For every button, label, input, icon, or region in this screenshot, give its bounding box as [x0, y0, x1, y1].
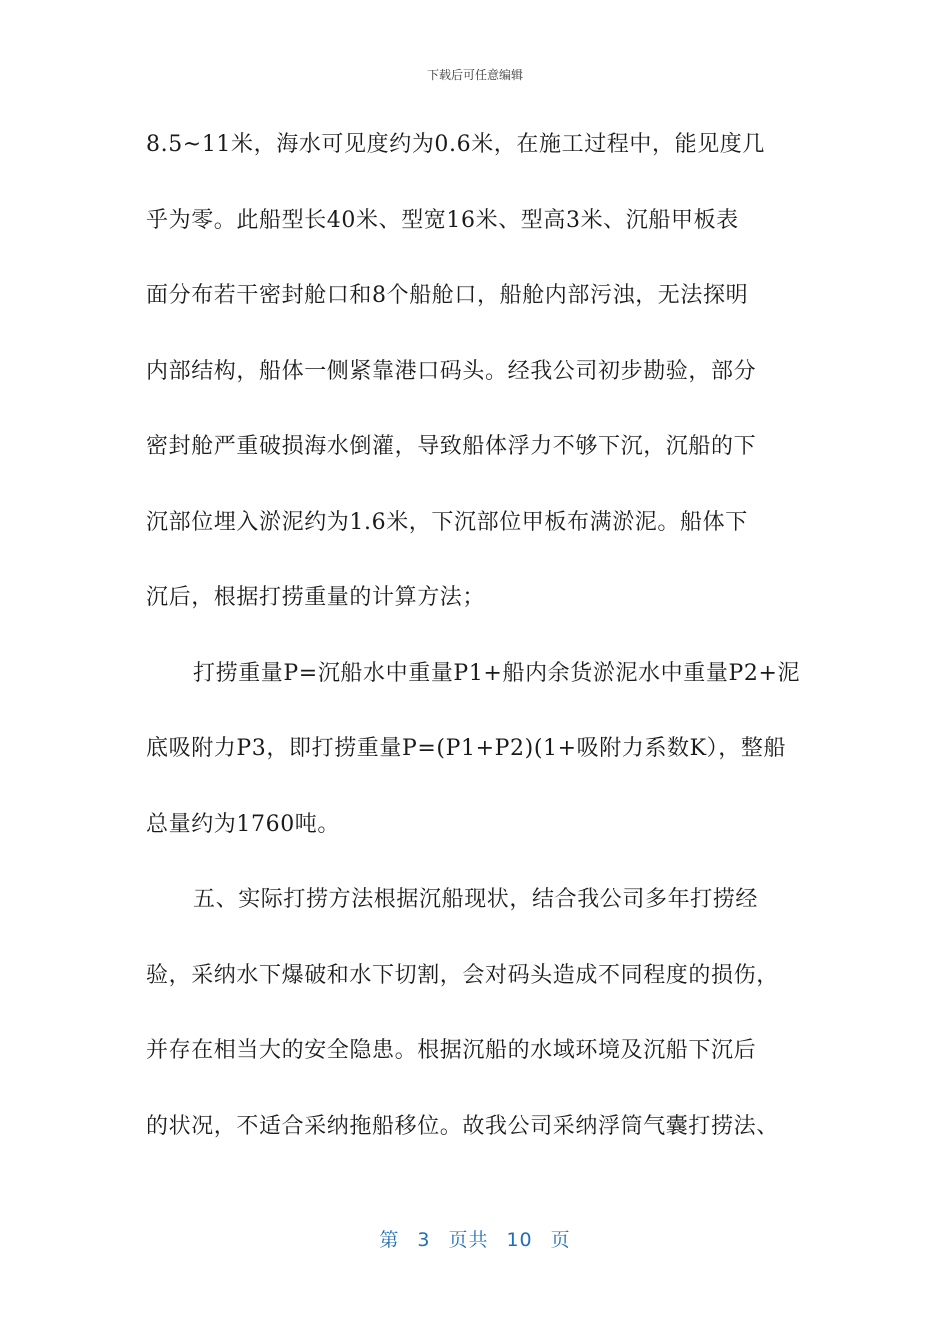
total-pages-number: 10	[506, 1229, 533, 1251]
body-line: 8.5~11米，海水可见度约为0.6米，在施工过程中，能见度几	[146, 132, 766, 157]
paragraph-first-line: 五、实际打捞方法根据沉船现状，结合我公司多年打捞经	[193, 887, 759, 912]
body-line: 并存在相当大的安全隐患。根据沉船的水域环境及沉船下沉后	[146, 1038, 757, 1063]
footer-middle: 页共	[448, 1229, 489, 1251]
page-footer	[0, 1225, 950, 1252]
body-line: 面分布若干密封舱口和8个船舱口，船舱内部污浊，无法探明	[146, 283, 749, 308]
paragraph-first-line: 打捞重量P=沉船水中重量P1+船内余货淤泥水中重量P2+泥	[193, 660, 801, 686]
current-page-number: 3	[417, 1229, 431, 1251]
body-line: 验，采纳水下爆破和水下切割，会对码头造成不同程度的损伤，	[146, 962, 779, 988]
body-line: 内部结构，船体一侧紧靠港口码头。经我公司初步勘验，部分	[146, 358, 757, 384]
body-line: 总量约为1760吨。	[146, 811, 340, 837]
body-line: 的状况，不适合采纳拖船移位。故我公司采纳浮筒气囊打捞法、	[146, 1113, 779, 1139]
body-line: 沉部位埋入淤泥约为1.6米，下沉部位甲板布满淤泥。船体下	[146, 509, 748, 535]
body-line: 沉后，根据打捞重量的计算方法；	[146, 585, 486, 610]
footer-suffix: 页	[550, 1229, 571, 1251]
document-body	[146, 122, 816, 1179]
footer-prefix: 第	[379, 1229, 400, 1251]
body-line: 密封舱严重破损海水倒灌，导致船体浮力不够下沉，沉船的下	[146, 434, 757, 459]
page-header: 下载后可任意编辑	[426, 68, 523, 82]
body-line: 乎为零。此船型长40米、型宽16米、型高3米、沉船甲板表	[146, 207, 739, 233]
body-line: 底吸附力P3，即打捞重量P=(P1+P2)(1+吸附力系数K），整船	[146, 736, 787, 761]
